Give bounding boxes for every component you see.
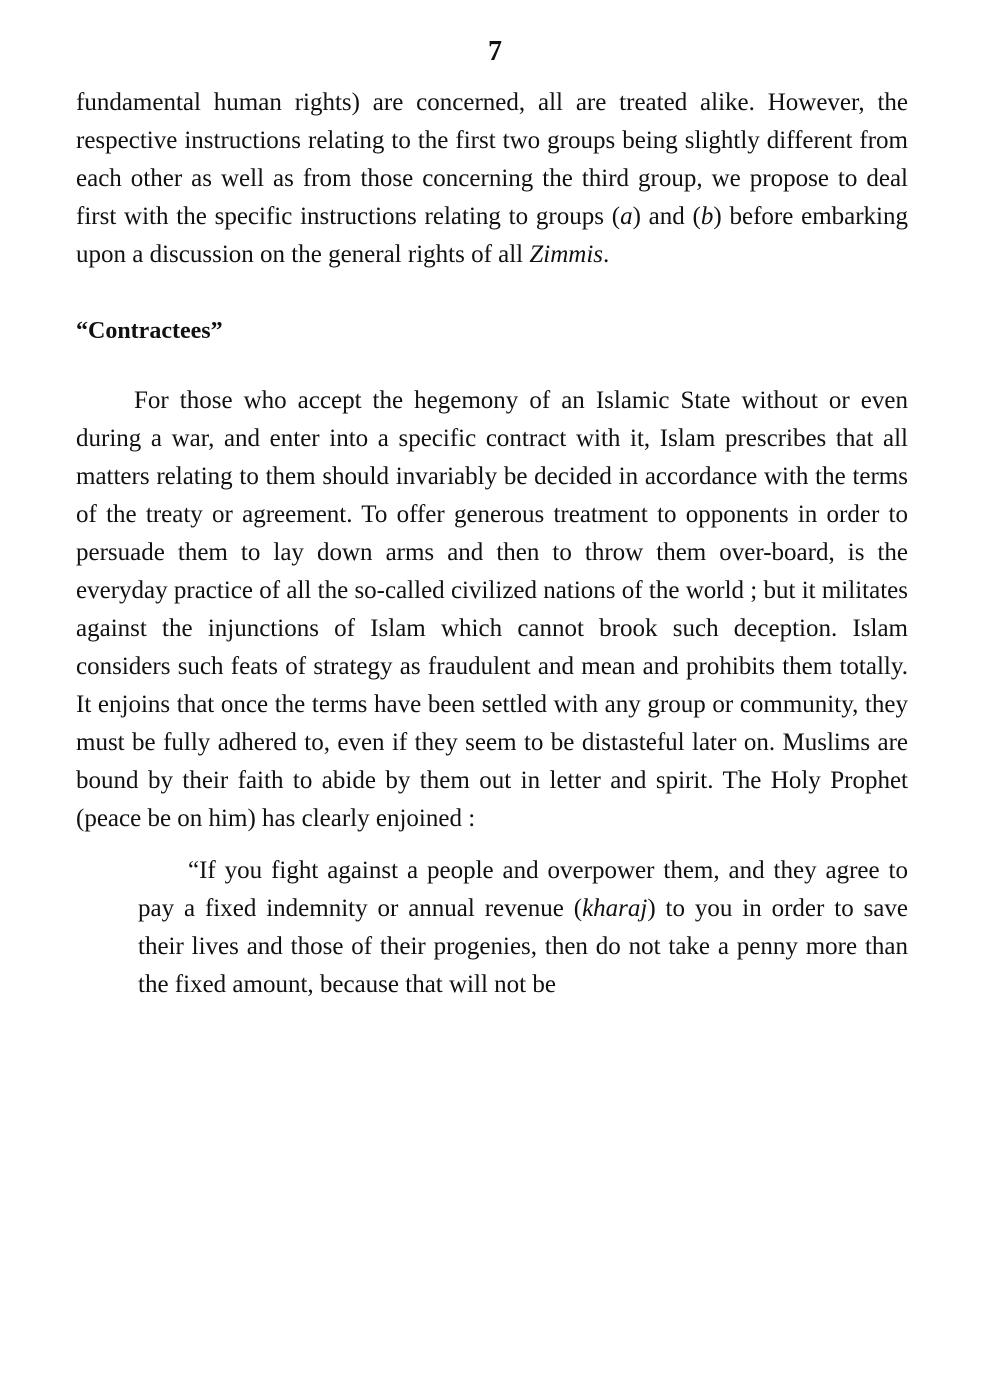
paragraph-1-end: . — [603, 241, 610, 268]
page-number: 7 — [488, 36, 502, 67]
paragraph-contractees: For those who accept the hegemony of an Islamic State without or even during a war, and enter into a specific contract with it, Islam prescribes that all matters relating to them should invariably be decided in accordance with the terms of the treaty or agreement. To offer generous treatment to opponents in order to persuade them to lay down arms and then to throw them over-board, is the everyday practice of all the so-called civilized nations of the world ; but it militates against the injunctions of Islam which cannot brook such deception. Islam considers such feats of strategy as fraudulent and mean and prohibits them totally. It enjoins that once the terms have been settled with any group or community, they must be fully adhered to, even if they seem to be distasteful later on. Muslims are bound by their faith to abide by them out in letter and spirit. The Holy Prophet (peace be on him) has clearly enjoined : — [76, 387, 908, 832]
paragraph-groups-intro — [76, 84, 908, 274]
paragraph-1-text-b: ) and ( — [632, 203, 701, 230]
prophet-quote — [138, 852, 908, 1004]
book-page — [76, 36, 908, 1004]
paragraph-1-text-a: fundamental human rights) are concerned, all are treated alike. However, the respective instructions relating to the first two groups being slightly different from each other as well as from those concerning the third group, we propose to deal first with the specific instructions relating to groups ( — [76, 89, 908, 230]
quote-text-a: “If you fight against a people and overpower them, and they agree to pay a fixed indemnity or annual revenue ( — [138, 857, 908, 922]
section-heading-contractees: “Contractees” — [76, 318, 223, 344]
group-b-label: b — [700, 203, 714, 230]
quote-text-b: ) to you in order to save their lives and those of their progenies, then do not take a penny more than the fixed amount, because that will not be — [138, 895, 908, 998]
kharaj-term: kharaj — [582, 895, 648, 922]
zimmis-term: Zimmis — [529, 241, 604, 268]
group-a-label: a — [620, 203, 633, 230]
paragraph-1-text-c: ) before embarking upon a discussion on the general rights of all — [76, 203, 909, 268]
